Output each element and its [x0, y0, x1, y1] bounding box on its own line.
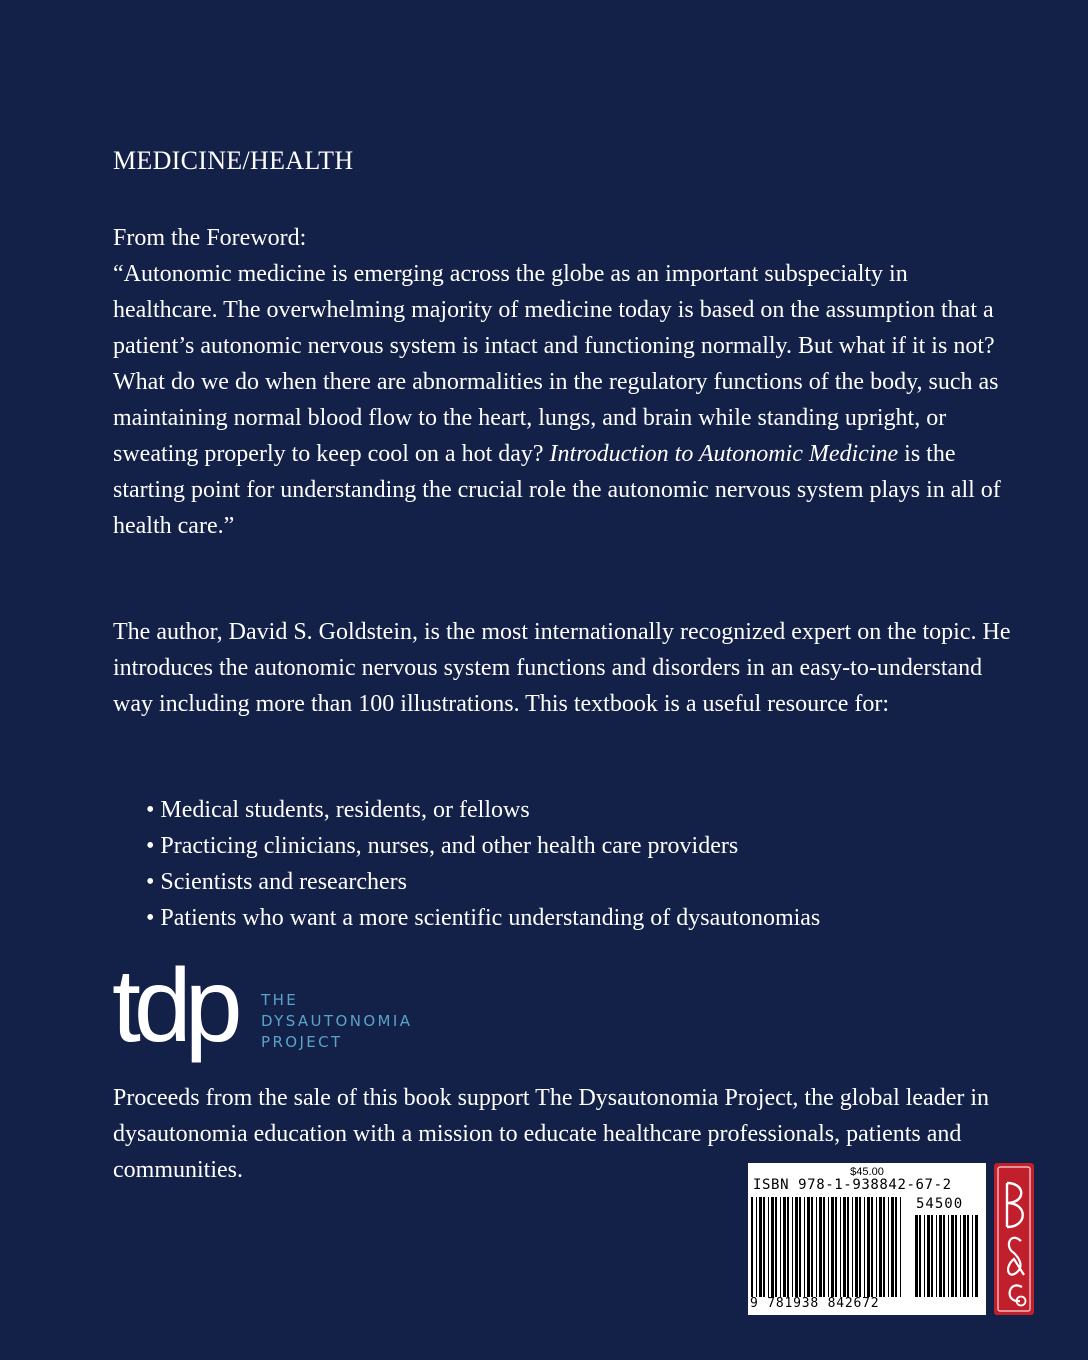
author-description	[113, 614, 1013, 722]
barcode-bar	[831, 1197, 834, 1297]
book-title: Introduction to Autonomic Medicine	[549, 441, 899, 467]
barcode-bar	[855, 1197, 858, 1297]
barcode-bar	[943, 1215, 945, 1297]
author-paragraph: The author, David S. Goldstein, is the most internationally recognized expert on the topic. He introduces the autonomic nervous system functions and disorders in an easy-to-understand way including more than 100 illustrations. This textbook is a useful resource for:	[113, 619, 1011, 717]
barcode-bar	[819, 1197, 822, 1297]
barcode-bar	[783, 1197, 786, 1297]
barcode-bar	[771, 1197, 774, 1297]
publisher-monogram-icon	[994, 1163, 1034, 1315]
logo-wordmark	[261, 990, 412, 1053]
barcode-bar	[876, 1197, 877, 1297]
barcode-bar	[951, 1215, 954, 1297]
barcode-bar	[852, 1197, 853, 1297]
category-label: MEDICINE/HEALTH	[113, 146, 354, 175]
audience-item: • Practicing clinicians, nurses, and other health care providers	[146, 828, 820, 864]
addon-barcode-bars	[914, 1215, 978, 1297]
barcode-bar	[879, 1197, 882, 1297]
barcode-price: $45.00	[850, 1166, 884, 1178]
foreword-section	[113, 220, 1013, 544]
barcode-bar	[975, 1215, 978, 1297]
barcode-bar	[811, 1197, 813, 1297]
isbn-number: ISBN 978-1-938842-67-2	[753, 1177, 952, 1193]
barcode-bar	[828, 1197, 829, 1297]
quote-text-end: is the starting point for understanding the crucial role the autonomic nervous system plays in all of health care.”	[113, 441, 1001, 539]
barcode-bar	[888, 1197, 889, 1297]
barcode-bar	[816, 1197, 817, 1297]
barcode-bar	[763, 1197, 765, 1297]
barcode-bar	[843, 1197, 846, 1297]
audience-item: • Patients who want a more scientific understanding of dysautonomias	[146, 900, 820, 936]
logo-word-project: PROJECT	[261, 1033, 343, 1051]
barcode-bar	[840, 1197, 841, 1297]
barcode-bar	[823, 1197, 825, 1297]
barcode-bar	[955, 1215, 957, 1297]
barcode-bar	[936, 1215, 937, 1297]
barcode-bar	[919, 1215, 921, 1297]
foreword-intro: From the Foreword:	[113, 225, 307, 251]
foreword-quote	[113, 256, 1013, 544]
barcode-bar	[871, 1197, 873, 1297]
proceeds-text: Proceeds from the sale of this book support The Dysautonomia Project, the global leader in dysautonomia education with a mission to educate healthcare professionals, patients and communities.	[113, 1085, 990, 1183]
dysautonomia-project-logo	[112, 948, 472, 1078]
logo-word-dysautonomia: DYSAUTONOMIA	[261, 1012, 413, 1030]
barcode-bar	[924, 1215, 925, 1297]
barcode-bar	[948, 1215, 949, 1297]
barcode-bar	[967, 1215, 969, 1297]
barcode-bar	[799, 1197, 801, 1297]
barcode-bar	[792, 1197, 793, 1297]
barcode-bar	[804, 1197, 805, 1297]
barcode-bar	[787, 1197, 789, 1297]
isbn-barcode	[748, 1163, 986, 1315]
barcode-bar	[859, 1197, 861, 1297]
tdp-logo-mark: tdp	[112, 948, 236, 1064]
barcode-bar	[927, 1215, 930, 1297]
barcode-bar	[867, 1197, 870, 1297]
barcode-bar	[939, 1215, 942, 1297]
audience-item: • Medical students, residents, or fellows	[146, 792, 820, 828]
audience-list	[146, 792, 820, 936]
ean-digits: 9 781938 842672	[750, 1296, 880, 1311]
barcode-bar	[972, 1215, 973, 1297]
barcode-bar	[891, 1197, 894, 1297]
barcode-bar	[883, 1197, 885, 1297]
logo-word-the: THE	[261, 991, 299, 1009]
barcode-bar	[759, 1197, 762, 1297]
barcode-bar	[751, 1197, 753, 1297]
barcode-bar	[756, 1197, 757, 1297]
barcode-bar	[795, 1197, 798, 1297]
quote-text-start: “Autonomic medicine is emerging across the globe as an important subspecialty in healthcare. The overwhelming majority of medicine today is based on the assumption that a patient’s autonomic nervous system is intact and functioning normally. But what if it is not? What do we do when there are abnormalities in the regulatory functions of the body, such as maintaining normal blood flow to the heart, lungs, and brain while standing upright, or sweating properly to keep cool on a hot day?	[113, 261, 999, 467]
audience-item: • Scientists and researchers	[146, 864, 820, 900]
ean-barcode-bars	[750, 1197, 902, 1297]
barcode-bar	[780, 1197, 781, 1297]
barcode-bar	[775, 1197, 777, 1297]
barcode-bar	[900, 1197, 901, 1297]
barcode-bar	[963, 1215, 966, 1297]
barcode-bar	[915, 1215, 918, 1297]
barcode-bar	[895, 1197, 897, 1297]
barcode-bar	[768, 1197, 769, 1297]
barcode-bar	[960, 1215, 961, 1297]
price-code: 54500	[916, 1196, 964, 1212]
barcode-bar	[931, 1215, 933, 1297]
publisher-logo	[994, 1163, 1034, 1315]
barcode-bar	[835, 1197, 837, 1297]
barcode-bar	[847, 1197, 849, 1297]
barcode-bar	[807, 1197, 810, 1297]
barcode-bar	[864, 1197, 865, 1297]
